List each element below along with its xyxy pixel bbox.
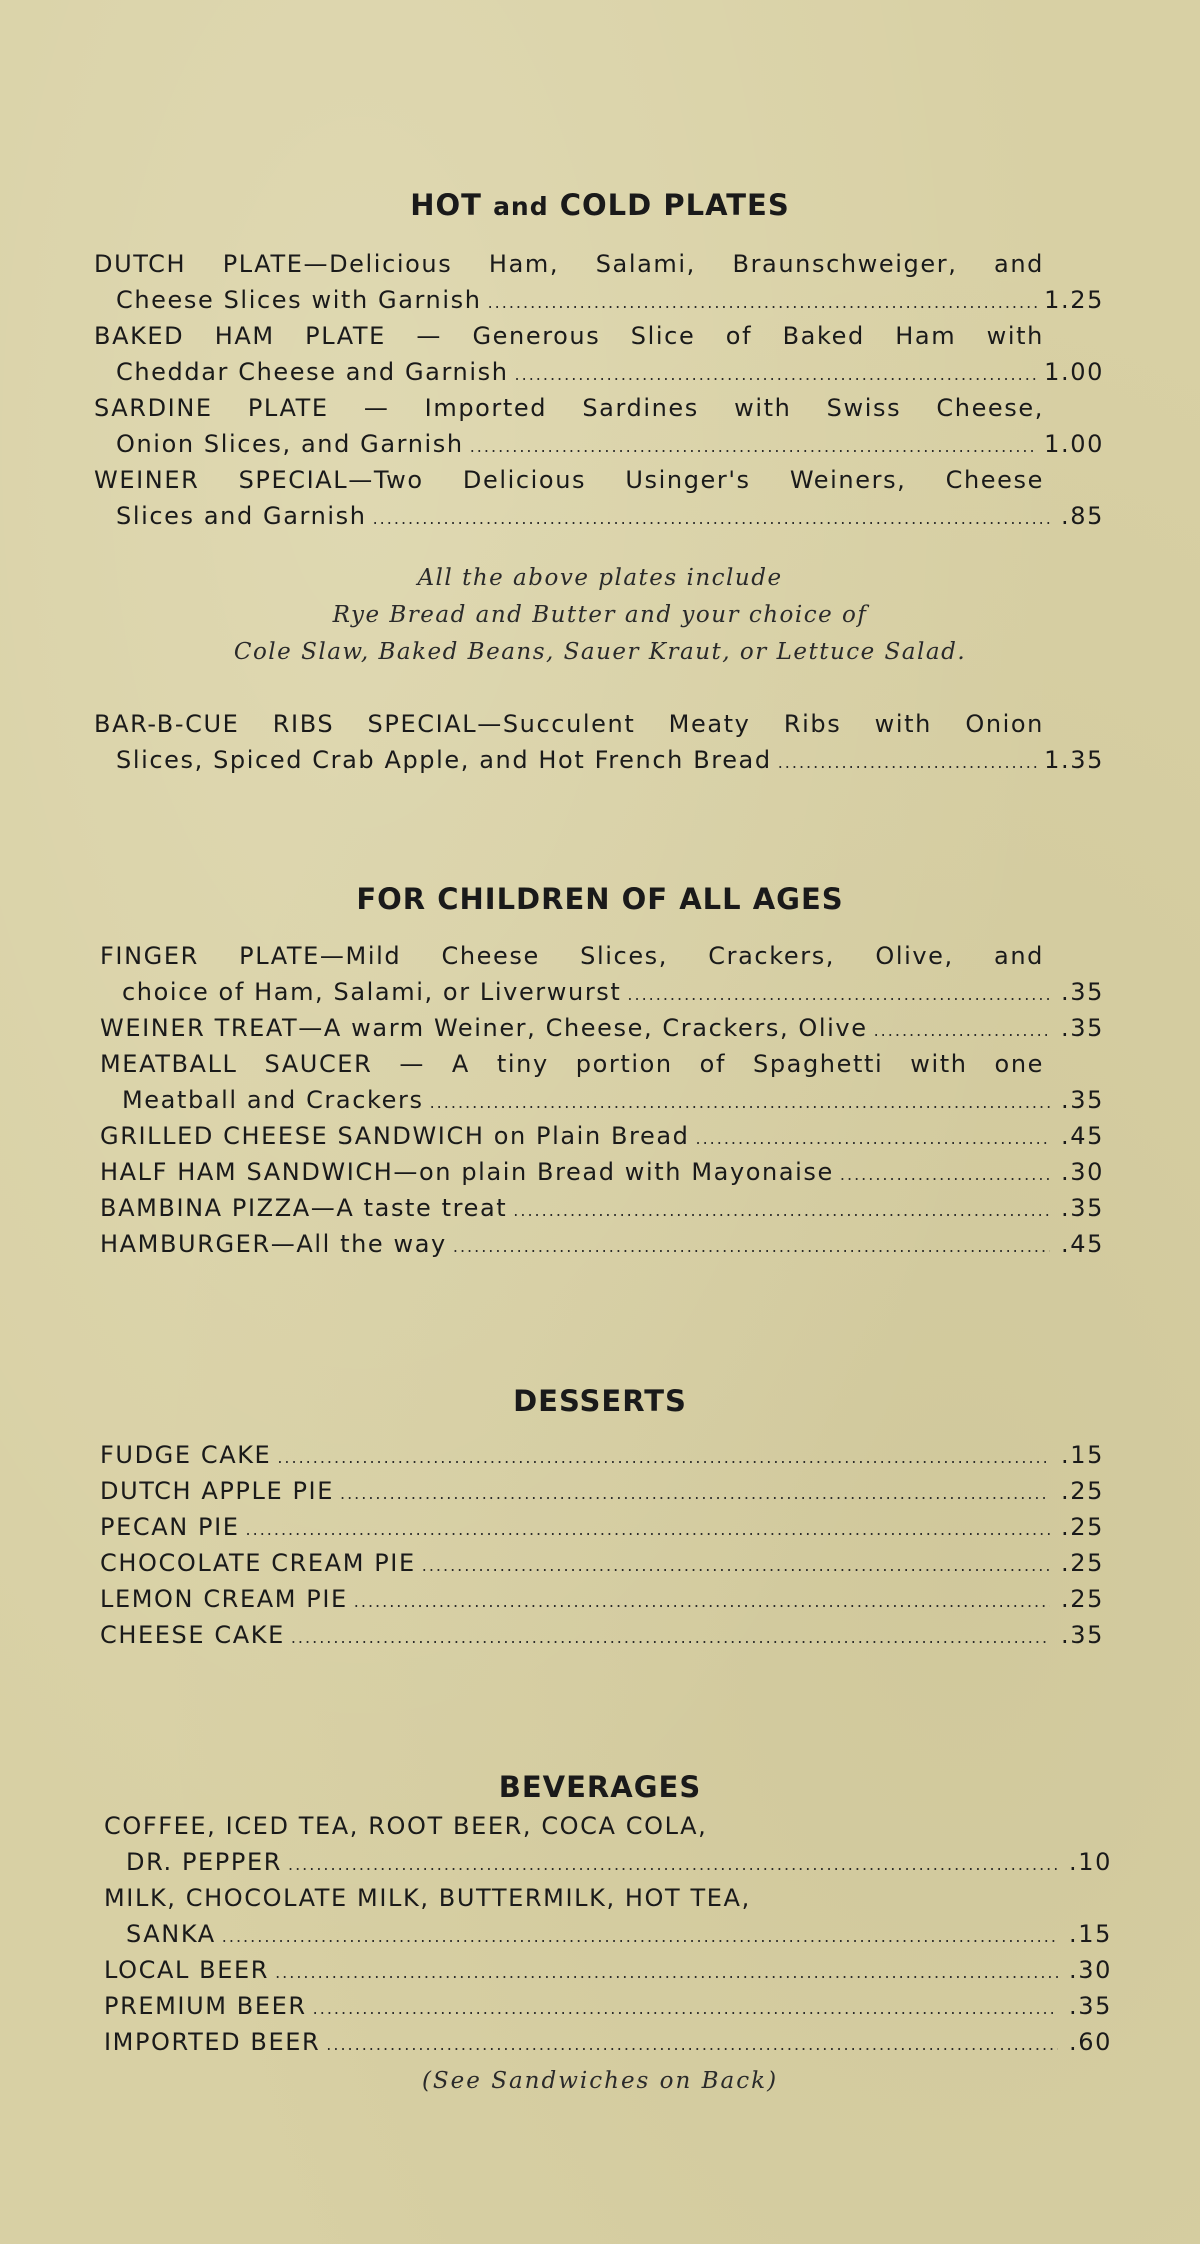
- ribs-special: [94, 706, 1104, 778]
- menu-item-finger-plate: [100, 938, 1104, 1010]
- dot-leader: [778, 745, 1038, 781]
- section-title-beverages: BEVERAGES: [498, 1770, 702, 1804]
- dot-leader: [313, 1991, 1058, 2027]
- item-description-line: COFFEE, ICED TEA, ROOT BEER, COCA COLA,: [104, 1812, 708, 1840]
- item-description-line: Cheddar Cheese and Garnish: [116, 358, 509, 386]
- item-description-line: WEINER SPECIAL—Two Delicious Usinger's Weiners, Cheese: [94, 466, 1044, 494]
- menu-item-premium-beer: [104, 1988, 1112, 2024]
- menu-item-baked-ham-plate: [94, 318, 1104, 390]
- dot-leader: [515, 357, 1039, 393]
- item-description-line: Onion Slices, and Garnish: [116, 430, 464, 458]
- menu-item-weiner-special: [94, 462, 1104, 534]
- footer-note: (See Sandwiches on Back): [421, 2068, 779, 2094]
- menu-item-meatball-saucer: [100, 1046, 1104, 1118]
- dot-leader: [277, 1440, 1050, 1476]
- item-price: .10: [1069, 1848, 1112, 1876]
- dot-leader: [470, 429, 1038, 465]
- item-price: .25: [1061, 1585, 1104, 1613]
- dessert-items: [100, 1437, 1104, 1653]
- dot-leader: [288, 1847, 1058, 1883]
- item-description-line: Cheese Slices with Garnish: [116, 286, 482, 314]
- dot-leader: [627, 977, 1050, 1013]
- item-description-line: BAKED HAM PLATE — Generous Slice of Baked Ham with: [94, 322, 1044, 350]
- item-label: PECAN PIE: [100, 1513, 240, 1541]
- item-label: LOCAL BEER: [104, 1956, 270, 1984]
- item-description-line: MEATBALL SAUCER — A tiny portion of Spaghetti with one: [100, 1050, 1044, 1078]
- menu-item-hamburger: [100, 1226, 1104, 1262]
- item-label: IMPORTED BEER: [104, 2028, 321, 2056]
- dot-leader: [488, 285, 1039, 321]
- item-price: .30: [1061, 1158, 1104, 1186]
- item-label: GRILLED CHEESE SANDWICH on Plain Bread: [100, 1122, 690, 1150]
- menu-item-milk-tea: [104, 1880, 1112, 1952]
- item-label: LEMON CREAM PIE: [100, 1585, 348, 1613]
- dot-leader: [275, 1955, 1058, 1991]
- menu-item-half-ham-sandwich: [100, 1154, 1104, 1190]
- dot-leader: [430, 1085, 1050, 1121]
- item-price: .35: [1061, 978, 1104, 1006]
- item-price: .60: [1069, 2028, 1112, 2056]
- section-title-children: FOR CHILDREN OF ALL AGES: [356, 882, 844, 916]
- dot-leader: [326, 2027, 1058, 2063]
- item-label: FUDGE CAKE: [100, 1441, 272, 1469]
- item-description-line: Slices, Spiced Crab Apple, and Hot French Bread: [116, 746, 772, 774]
- item-description-line: DUTCH PLATE—Delicious Ham, Salami, Braunschweiger, and: [94, 250, 1044, 278]
- item-label: HAMBURGER—All the way: [100, 1230, 447, 1258]
- item-price: .35: [1061, 1621, 1104, 1649]
- dot-leader: [246, 1512, 1050, 1548]
- item-price: 1.00: [1044, 358, 1104, 386]
- menu-item-sardine-plate: [94, 390, 1104, 462]
- item-label: DUTCH APPLE PIE: [100, 1477, 334, 1505]
- item-price: .45: [1061, 1230, 1104, 1258]
- item-label: PREMIUM BEER: [104, 1992, 307, 2020]
- item-description-line: BAR-B-CUE RIBS SPECIAL—Succulent Meaty Ribs with Onion: [94, 710, 1044, 738]
- item-label: CHEESE CAKE: [100, 1621, 285, 1649]
- menu-item-cheese-cake: [100, 1617, 1104, 1653]
- item-description-line: MILK, CHOCOLATE MILK, BUTTERMILK, HOT TEA,: [104, 1884, 751, 1912]
- note-line: All the above plates include: [417, 565, 783, 591]
- item-price: .35: [1069, 1992, 1112, 2020]
- menu-item-imported-beer: [104, 2024, 1112, 2060]
- dot-leader: [291, 1620, 1050, 1656]
- menu-item-coffee-tea-soda: [104, 1808, 1112, 1880]
- item-price: .15: [1061, 1441, 1104, 1469]
- menu-item-chocolate-cream-pie: [100, 1545, 1104, 1581]
- menu-item-weiner-treat: [100, 1010, 1104, 1046]
- item-description-line: DR. PEPPER: [126, 1848, 282, 1876]
- item-price: 1.35: [1044, 746, 1104, 774]
- item-price: .30: [1069, 1956, 1112, 1984]
- menu-item-lemon-cream-pie: [100, 1581, 1104, 1617]
- dot-leader: [696, 1121, 1051, 1157]
- item-price: .35: [1061, 1014, 1104, 1042]
- dot-leader: [373, 501, 1050, 537]
- item-description-line: Slices and Garnish: [116, 502, 367, 530]
- section-title-desserts: DESSERTS: [513, 1384, 687, 1418]
- item-description-line: SANKA: [126, 1920, 216, 1948]
- dot-leader: [340, 1476, 1050, 1512]
- item-description-line: Meatball and Crackers: [122, 1086, 424, 1114]
- dot-leader: [513, 1193, 1050, 1229]
- beverage-items: [104, 1808, 1112, 2060]
- menu-item-fudge-cake: [100, 1437, 1104, 1473]
- note-line: Cole Slaw, Baked Beans, Sauer Kraut, or Lettuce Salad.: [233, 639, 967, 665]
- dot-leader: [453, 1229, 1050, 1265]
- dot-leader: [840, 1157, 1050, 1193]
- plates-note: [90, 560, 1110, 671]
- dot-leader: [874, 1013, 1050, 1049]
- note-line: Rye Bread and Butter and your choice of: [332, 602, 868, 628]
- item-price: .25: [1061, 1549, 1104, 1577]
- item-label: BAMBINA PIZZA—A taste treat: [100, 1194, 508, 1222]
- section-title-hot-cold-plates: HOT and COLD PLATES: [410, 188, 790, 222]
- item-price: 1.00: [1044, 430, 1104, 458]
- children-items: [100, 938, 1104, 1262]
- menu-item-dutch-apple-pie: [100, 1473, 1104, 1509]
- menu-item-bar-b-cue-ribs: [94, 706, 1104, 778]
- hot-cold-items: [94, 246, 1104, 534]
- menu-item-bambina-pizza: [100, 1190, 1104, 1226]
- item-price: .25: [1061, 1513, 1104, 1541]
- dot-leader: [222, 1919, 1058, 1955]
- item-description-line: choice of Ham, Salami, or Liverwurst: [122, 978, 622, 1006]
- item-label: WEINER TREAT—A warm Weiner, Cheese, Crackers, Olive: [100, 1014, 868, 1042]
- dot-leader: [422, 1548, 1050, 1584]
- item-description-line: SARDINE PLATE — Imported Sardines with Swiss Cheese,: [94, 394, 1044, 422]
- item-price: .45: [1061, 1122, 1104, 1150]
- menu-item-grilled-cheese: [100, 1118, 1104, 1154]
- item-price: .15: [1069, 1920, 1112, 1948]
- item-description-line: FINGER PLATE—Mild Cheese Slices, Crackers, Olive, and: [100, 942, 1044, 970]
- item-price: .25: [1061, 1477, 1104, 1505]
- dot-leader: [354, 1584, 1050, 1620]
- item-price: .85: [1061, 502, 1104, 530]
- menu-item-pecan-pie: [100, 1509, 1104, 1545]
- item-price: 1.25: [1044, 286, 1104, 314]
- item-label: CHOCOLATE CREAM PIE: [100, 1549, 416, 1577]
- item-label: HALF HAM SANDWICH—on plain Bread with Mayonaise: [100, 1158, 834, 1186]
- menu-item-local-beer: [104, 1952, 1112, 1988]
- menu-item-dutch-plate: [94, 246, 1104, 318]
- item-price: .35: [1061, 1086, 1104, 1114]
- item-price: .35: [1061, 1194, 1104, 1222]
